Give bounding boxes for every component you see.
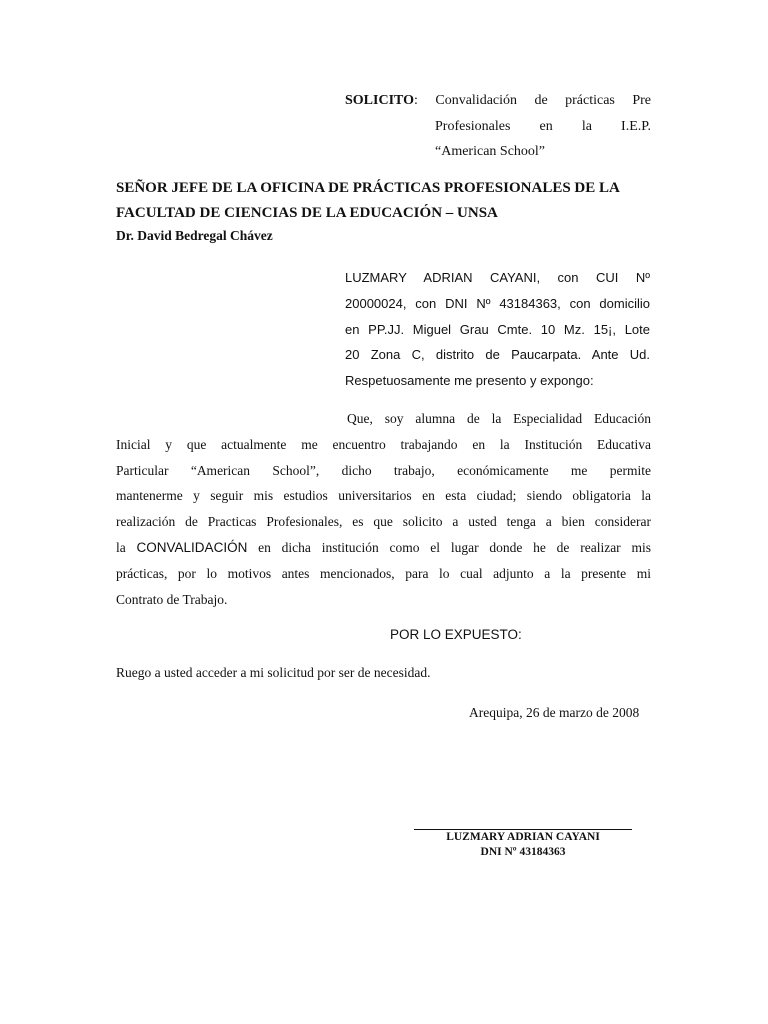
- addressee-name: Dr. David Bedregal Chávez: [116, 228, 273, 243]
- body-line-6-rest: en dicha institución como el lugar donde he de realizar mis: [247, 539, 651, 555]
- body-convalidacion: CONVALIDACIÓN: [136, 539, 248, 555]
- petitioner-block: [345, 265, 650, 394]
- subject-colon: :: [414, 93, 418, 108]
- body-line-5: realización de Practicas Profesionales, es que solicito a usted tenga a bien considerar: [116, 514, 651, 530]
- body-line-4: mantenerme y seguir mis estudios universitarios en esta ciudad; siendo obligatoria la: [116, 488, 651, 504]
- addressee-line-1: SEÑOR JEFE DE LA OFICINA DE PRÁCTICAS PROFESIONALES DE LA: [116, 180, 620, 196]
- body-line-8: Contrato de Trabajo.: [116, 591, 228, 607]
- subject-line-1: [345, 88, 651, 114]
- subject-line-2: Profesionales en la I.E.P.: [435, 118, 651, 134]
- petitioner-line-3: en PP.JJ. Miguel Grau Cmte. 10 Mz. 15¡, Lote: [345, 321, 650, 337]
- signature-dni: DNI Nº 43184363: [480, 846, 566, 858]
- body-line-7: prácticas, por lo motivos antes mencionados, para lo cual adjunto a la presente mi: [116, 565, 651, 581]
- subject-text-1: Convalidación de prácticas Pre: [435, 93, 651, 108]
- petitioner-line-5: Respetuosamente me presento y expongo:: [345, 373, 594, 389]
- body-line-6-prefix: la: [116, 539, 137, 555]
- addressee-line-2: FACULTAD DE CIENCIAS DE LA EDUCACIÓN – UNSA: [116, 205, 498, 221]
- signature-name: LUZMARY ADRIAN CAYANI: [446, 831, 600, 843]
- body-line-3: Particular “American School”, dicho trabajo, económicamente me permite: [116, 462, 651, 478]
- por-lo-expuesto: POR LO EXPUESTO:: [390, 627, 522, 642]
- petitioner-line-4: 20 Zona C, distrito de Paucarpata. Ante Ud.: [345, 347, 650, 363]
- petitioner-line-1: LUZMARY ADRIAN CAYANI, con CUI Nº: [345, 270, 650, 285]
- body-line-1: Que, soy alumna de la Especialidad Educación: [347, 411, 651, 426]
- body-paragraph: [116, 406, 651, 612]
- addressee-title: [116, 176, 656, 226]
- body-line-6: [116, 535, 651, 561]
- petitioner-line-2: 20000024, con DNI Nº 43184363, con domicilio: [345, 295, 650, 311]
- signature-line: [414, 829, 632, 830]
- place-date: Arequipa, 26 de marzo de 2008: [469, 705, 640, 720]
- body-line-2: Inicial y que actualmente me encuentro trabajando en la Institución Educativa: [116, 436, 651, 452]
- request-sentence: Ruego a usted acceder a mi solicitud por ser de necesidad.: [116, 665, 431, 680]
- subject-label: SOLICITO: [345, 93, 414, 108]
- subject-block: [345, 88, 651, 165]
- subject-line-3: “American School”: [435, 144, 546, 159]
